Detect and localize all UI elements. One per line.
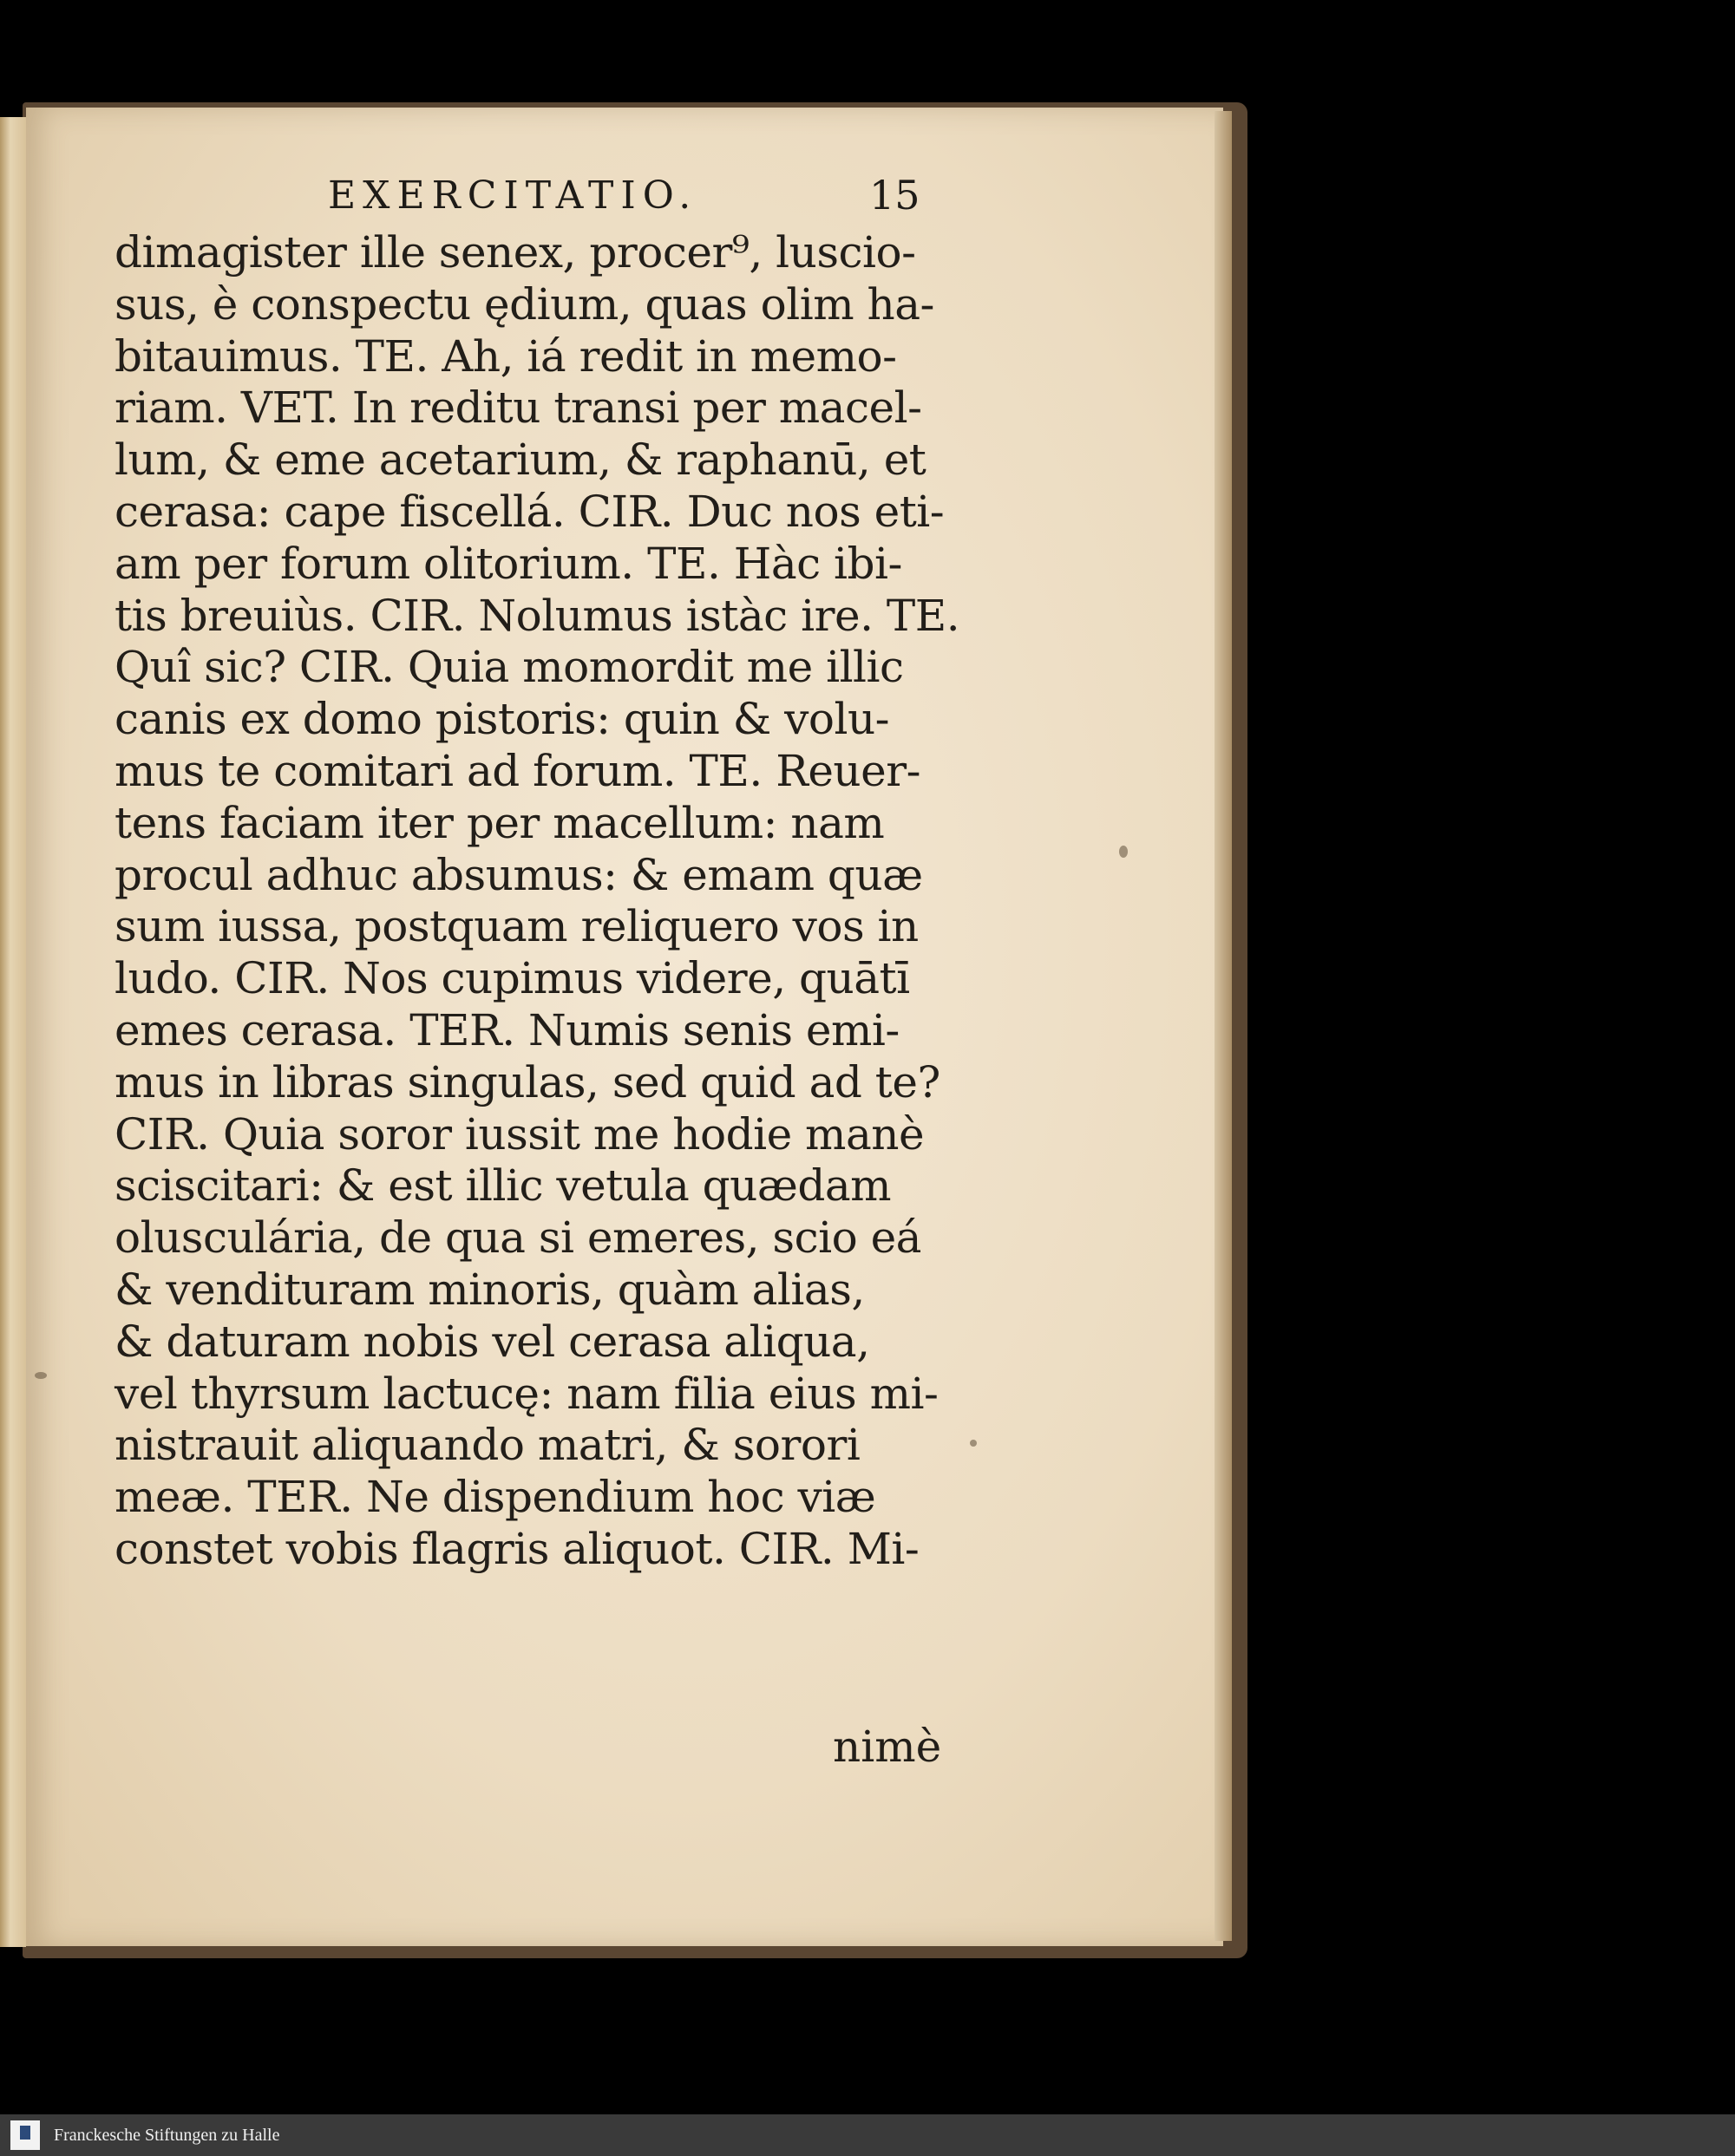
ink-speck	[970, 1440, 977, 1447]
text-line: mus in libras singulas, sed quid ad te?	[115, 1056, 940, 1107]
text-line: am per forum olitorium. TE. Hàc ibi-	[115, 538, 902, 589]
previous-leaf-edge	[0, 117, 26, 1947]
text-line: Quî sic? CIR. Quia momordit me illic	[115, 642, 904, 693]
text-line: canis ex domo pistoris: quin & volu-	[115, 694, 890, 745]
text-line: tens faciam iter per macellum: nam	[115, 797, 885, 848]
text-line: dimagister ille senex, procer⁹, luscio-	[115, 227, 916, 278]
ink-speck	[1119, 846, 1128, 858]
text-line: sum iussa, postquam reliquero vos in	[115, 901, 919, 952]
text-line: CIR. Quia soror iussit me hodie manè	[115, 1108, 925, 1160]
text-line: & vendituram minoris, quàm alias,	[115, 1264, 865, 1315]
page-fore-edge	[1214, 111, 1232, 1941]
text-line: ludo. CIR. Nos cupimus videre, quātī	[115, 953, 910, 1004]
ink-speck	[35, 1372, 47, 1379]
text-line: bitauimus. TE. Ah, iá redit in memo-	[115, 330, 897, 382]
text-line: vel thyrsum lactucę: nam filia eius mi-	[115, 1368, 939, 1419]
page-number: 15	[869, 172, 920, 219]
text-line: & daturam nobis vel cerasa aliqua,	[115, 1316, 870, 1367]
text-line: lum, & eme acetarium, & raphanū, et	[115, 434, 926, 486]
text-line: procul adhuc absumus: & emam quæ	[115, 849, 923, 900]
running-head: EXERCITATIO.	[328, 173, 698, 218]
text-line: mus te comitari ad forum. TE. Reuer-	[115, 745, 921, 796]
text-line: nistrauit aliquando matri, & sorori	[115, 1420, 861, 1471]
text-line: olusculária, de qua si emeres, scio eá	[115, 1212, 921, 1264]
text-line: constet vobis flagris aliquot. CIR. Mi-	[115, 1523, 920, 1574]
footer-bar	[0, 2114, 1735, 2156]
text-line: meæ. TER. Ne dispendium hoc viæ	[115, 1472, 876, 1523]
text-line: cerasa: cape fiscellá. CIR. Duc nos eti-	[115, 486, 945, 537]
text-line: emes cerasa. TER. Numis senis emi-	[115, 1004, 900, 1055]
text-line: riam. VET. In reditu transi per macel-	[115, 382, 922, 434]
catchword: nimè	[833, 1722, 942, 1772]
text-line: sus, è conspectu ędium, quas olim ha-	[115, 278, 934, 330]
footer-institution-name: Franckesche Stiftungen zu Halle	[54, 2125, 280, 2145]
text-line: sciscitari: & est illic vetula quædam	[115, 1160, 892, 1212]
text-line: tis breuiùs. CIR. Nolumus istàc ire. TE.	[115, 590, 960, 641]
text-block	[115, 227, 965, 1576]
institution-logo-icon	[10, 2120, 40, 2150]
